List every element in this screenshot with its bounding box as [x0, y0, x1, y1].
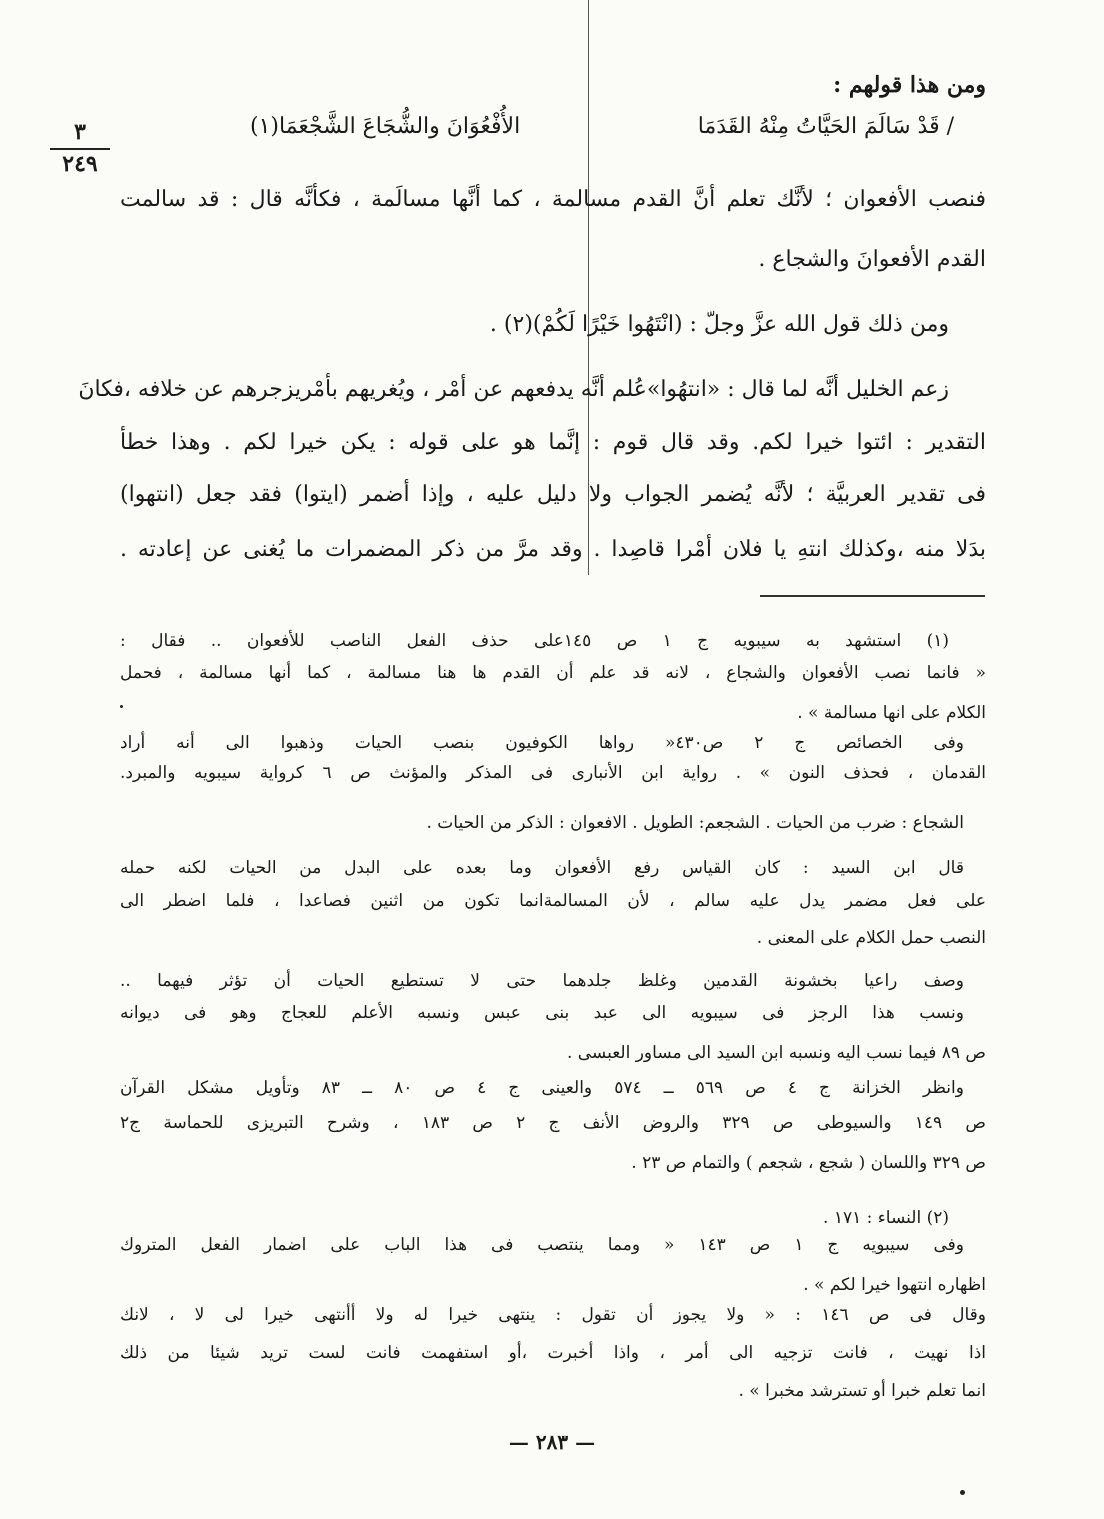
footnote-line: ص ١٤٩ والسيوطى ص ٣٢٩ والروض الأنف ج ٢ ص ١٨٣ ، وشرح التبريزى للحماسة ج٢ — [120, 1113, 986, 1133]
footnote-line: وانظر الخزانة ج ٤ ص ٥٦٩ ــ ٥٧٤ والعينى ج ٤ ص ٨٠ ــ ٨٣ وتأويل مشكل القرآن — [120, 1078, 964, 1098]
margin-reference — [50, 118, 110, 178]
footnote-line: القدمان ، فحذف النون » . رواية ابن الأنبارى فى المذكر والمؤنث ص ٦ كرواية سيبويه والمبرد. — [120, 763, 986, 783]
footnote-line: وفى الخصائص ج ٢ ص٤٣٠« رواها الكوفيون بنصب الحيات وذهبوا الى أنه أراد — [120, 733, 964, 753]
body-line: التقدير : ائتوا خيرا لكم. وقد قال قوم : إنَّما هو على قوله : يكن خيرا لكم . وهذا خطأ — [120, 430, 986, 455]
footnote-line: اذا نهيت ، فانت تزجيه الى أمر ، واذا أخبرت ،أو استفهمت فانت لست تريد شيئا من ذلك — [120, 1343, 986, 1363]
footnote-line: على فعل مضمر يدل عليه سالم ، لأن المسالمةانما تكون من اثنين فصاعدا ، فلما اضطر الى — [120, 891, 986, 911]
footnote-line: ص ٨٩ فيما نسب اليه ونسبه ابن السيد الى مساور العبسى . — [566, 1043, 986, 1063]
intro-line: ومن هذا قولهم : — [833, 72, 986, 98]
footnote-line: (١) استشهد به سيبويه ج ١ ص ١٤٥على حذف الفعل الناصب للأفعوان .. فقال : — [120, 631, 949, 651]
footnote-line: قال ابن السيد : كان القياس رفع الأفعوان وما بعده على البدل من الحيات لكنه حمله — [120, 858, 964, 878]
body-line: بدَلا منه ،وكذلك انتهِ يا فلان أمْرا قاصِدا . وقد مرَّ من ذكر المضمرات ما يُغنى عن إعادته . — [120, 537, 986, 562]
footnote-line: اظهاره انتهوا خيرا لكم » . — [803, 1275, 986, 1295]
footnote-line: « فانما نصب الأفعوان والشجاع ، لانه قد علم أن القدم ها هنا مسالمة ، كما أنها مسالمة ، فحمل — [120, 663, 986, 683]
margin-reference-bottom: ٢٤٩ — [62, 151, 98, 177]
footnote-line: وقال فى ص ١٤٦ : « ولا يجوز أن تقول : ينتهى خيرا له ولا أأنتهى خيرا لى لا ، لانك — [120, 1305, 986, 1325]
footnote-line: انما تعلم خبرا أو تسترشد مخبرا » . — [738, 1381, 986, 1401]
body-line: ومن ذلك قول الله عزَّ وجلّ : (انْتَهُوا خَيْرًا لَكُمْ)(٢) . — [489, 312, 949, 337]
body-line: القدم الأفعوانَ والشجاع . — [758, 247, 986, 272]
body-line: فنصب الأفعوان ؛ لأنَّك تعلم أنَّ القدم مسالمة ، كما أنَّها مسالَمة ، فكأنَّه قال : قد سالمت — [120, 187, 986, 212]
page-number: — ٢٨٣ — — [508, 1430, 596, 1454]
scan-speck — [960, 1490, 965, 1495]
footnote-line: وفى سيبويه ج ١ ص ١٤٣ « ومما ينتصب فى هذا الباب على اضمار الفعل المتروك — [120, 1235, 964, 1255]
body-line: فى تقدير العربيَّة ؛ لأنَّه يُضمر الجواب ولا دليل عليه ، وإذا أضمر (ايتوا) فقد جعل (انتهوا) — [120, 482, 986, 507]
footnote-line: النصب حمل الكلام على المعنى . — [756, 928, 986, 948]
verse-first-hemistich: / قَدْ سَالَمَ الحَيَّاتُ مِنْهُ القَدَمَا — [697, 114, 954, 139]
margin-reference-top: ٣ — [50, 118, 110, 150]
verse-second-hemistich: الأُفْعُوَانَ والشُّجَاعَ الشَّجْعَمَا(١) — [250, 114, 521, 139]
scan-speck — [120, 705, 123, 708]
body-line: زعم الخليل أنَّه لما قال : «انتهُوا»عُلم أنَّه يدفعهم عن أمْر ، ويُغريهم بأمْريزجرهم عن خلافه ،فكانَ — [78, 377, 949, 402]
footnote-line: الكلام على انها مسالمة » . — [797, 703, 986, 723]
footnote-line: الشجاع : ضرب من الحيات . الشجعم: الطويل . الافعوان : الذكر من الحيات . — [426, 813, 964, 833]
footnote-separator — [760, 595, 985, 597]
footnote-line: ص ٣٢٩ واللسان ( شجع ، شجعم ) والتمام ص ٢٣ . — [631, 1153, 986, 1173]
footnote-line: وصف راعيا بخشونة القدمين وغلظ جلدهما حتى لا تستطيع الحيات أن تؤثر فيهما .. — [120, 971, 964, 991]
footnote-line: (٢) النساء : ١٧١ . — [823, 1208, 949, 1228]
footnote-line: ونسب هذا الرجز فى سيبويه الى عبد بنى عبس ونسبه الأعلم للعجاج وهو فى ديوانه — [120, 1003, 964, 1023]
